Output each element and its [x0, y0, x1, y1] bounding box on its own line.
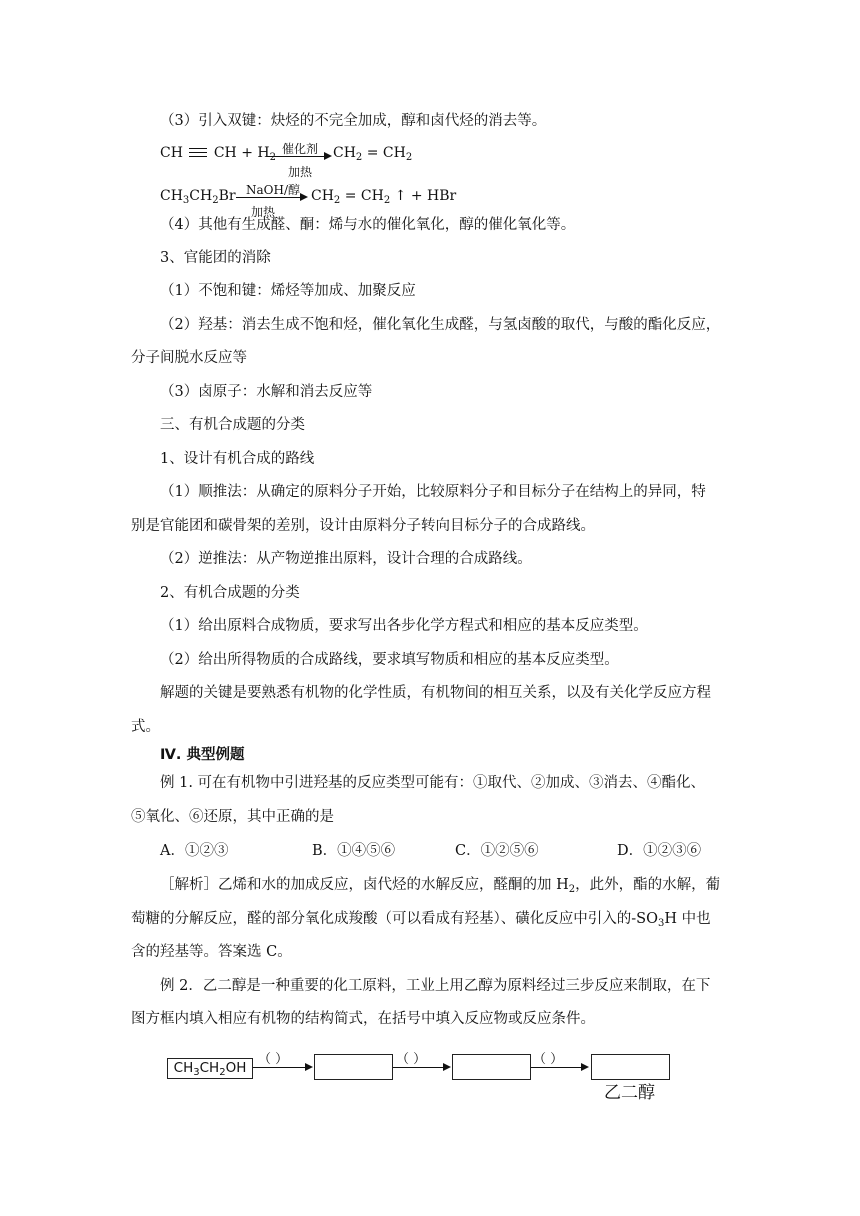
part-title-classification: 三、有机合成题的分类: [160, 417, 305, 433]
eq2-rhs: $CH_2 = CH_2$ ↑ + HBr: [311, 188, 457, 206]
item-backward: （2）逆推法：从产物逆推出原料，设计合理的合成路线。: [160, 551, 532, 567]
subsection-title-route: 1、设计有机合成的路线: [160, 451, 315, 467]
answer-box-1[interactable]: [314, 1054, 393, 1080]
analysis-line1: ［解析］乙烯和水的加成反应，卤代烃的水解反应，醛酮的加 $H_2$，此外，酯的水解，葡: [160, 877, 721, 895]
example1-line2: ⑤氧化、⑥还原，其中正确的是: [131, 809, 334, 825]
item-hydroxyl-line2: 分子间脱水反应等: [131, 350, 247, 366]
option-c: C．①②⑤⑥: [455, 843, 539, 859]
example2-line1: 例 2．乙二醇是一种重要的化工原料，工业上用乙醇为原料经过三步反应来制取，在下: [160, 978, 711, 994]
reagent-blank-1[interactable]: （ ）: [258, 1052, 289, 1067]
part-title-examples: Ⅳ. 典型例题: [160, 747, 245, 763]
start-compound-box: $CH_3CH_2OH$: [167, 1058, 253, 1079]
key-point-line1: 解题的关键是要熟悉有机物的化学性质，有机物间的相互关系，以及有关化学反应方程: [160, 685, 711, 701]
answer-box-3[interactable]: [591, 1054, 670, 1080]
item-halogen: （3）卤原子：水解和消去反应等: [160, 384, 373, 400]
reagent-blank-2[interactable]: （ ）: [396, 1052, 427, 1067]
option-d: D．①②③⑥: [617, 843, 702, 859]
option-b: B．①④⑤⑥: [312, 843, 396, 859]
item-double-bond: （3）引入双键：炔烃的不完全加成，醇和卤代烃的消去等。: [160, 113, 547, 129]
item-unsaturated: （1）不饱和键：烯烃等加成、加聚反应: [160, 283, 416, 299]
eq1-rhs: $CH_2 = CH_2$: [333, 145, 413, 163]
triple-bond-icon: [189, 147, 207, 159]
eq1-arrow: [267, 156, 330, 157]
example1-line1: 例 1. 可在有机物中引进羟基的反应类型可能有：①取代、②加成、③消去、④酯化、: [160, 775, 706, 791]
option-a: A．①②③: [160, 843, 229, 859]
eq1-condition-catalyst: 催化剂: [281, 142, 318, 156]
eq1-lhs: CH CH + $H_2$: [160, 145, 276, 163]
section-title-elimination: 3、官能团的消除: [160, 250, 271, 266]
subsection-title-types: 2、有机合成题的分类: [160, 585, 300, 601]
item-aldehyde-ketone: （4）其他有生成醛、酮：烯与水的催化氧化，醇的催化氧化等。: [160, 217, 576, 233]
key-point-line2: 式。: [131, 719, 160, 735]
eq2-condition-heat: 加热: [250, 205, 275, 219]
eq2-arrow: [236, 197, 306, 198]
flow-arrow-3: [531, 1067, 587, 1068]
item-type1: （1）给出原料合成物质，要求写出各步化学方程式和相应的基本反应类型。: [160, 618, 648, 634]
flow-arrow-2: [393, 1067, 449, 1068]
example2-line2: 图方框内填入相应有机物的结构简式，在括号中填入反应物或反应条件。: [131, 1011, 595, 1027]
item-hydroxyl-line1: （2）羟基：消去生成不饱和烃，催化氧化生成醛，与氢卤酸的取代，与酸的酯化反应，: [160, 317, 721, 333]
reagent-blank-3[interactable]: （ ）: [533, 1052, 564, 1067]
analysis-line3: 含的羟基等。答案选 C。: [131, 944, 292, 960]
eq2-condition-naoh: NaOH/醇: [245, 183, 300, 197]
eq1-condition-heat: 加热: [287, 165, 312, 179]
target-label: 乙二醇: [604, 1083, 655, 1103]
answer-box-2[interactable]: [452, 1054, 531, 1080]
eq2-lhs: $CH_3CH_2Br$: [160, 188, 236, 206]
analysis-line2: 萄糖的分解反应，醛的部分氧化成羧酸（可以看成有羟基）、磺化反应中引入的$-SO_3H$ 中也: [131, 911, 711, 929]
item-forward-line1: （1）顺推法：从确定的原料分子开始，比较原料分子和目标分子在结构上的异同，特: [160, 484, 706, 500]
flow-arrow-1: [253, 1067, 311, 1068]
item-forward-line2: 别是官能团和碳骨架的差别，设计由原料分子转向目标分子的合成路线。: [131, 518, 595, 534]
item-type2: （2）给出所得物质的合成路线，要求填写物质和相应的基本反应类型。: [160, 652, 619, 668]
